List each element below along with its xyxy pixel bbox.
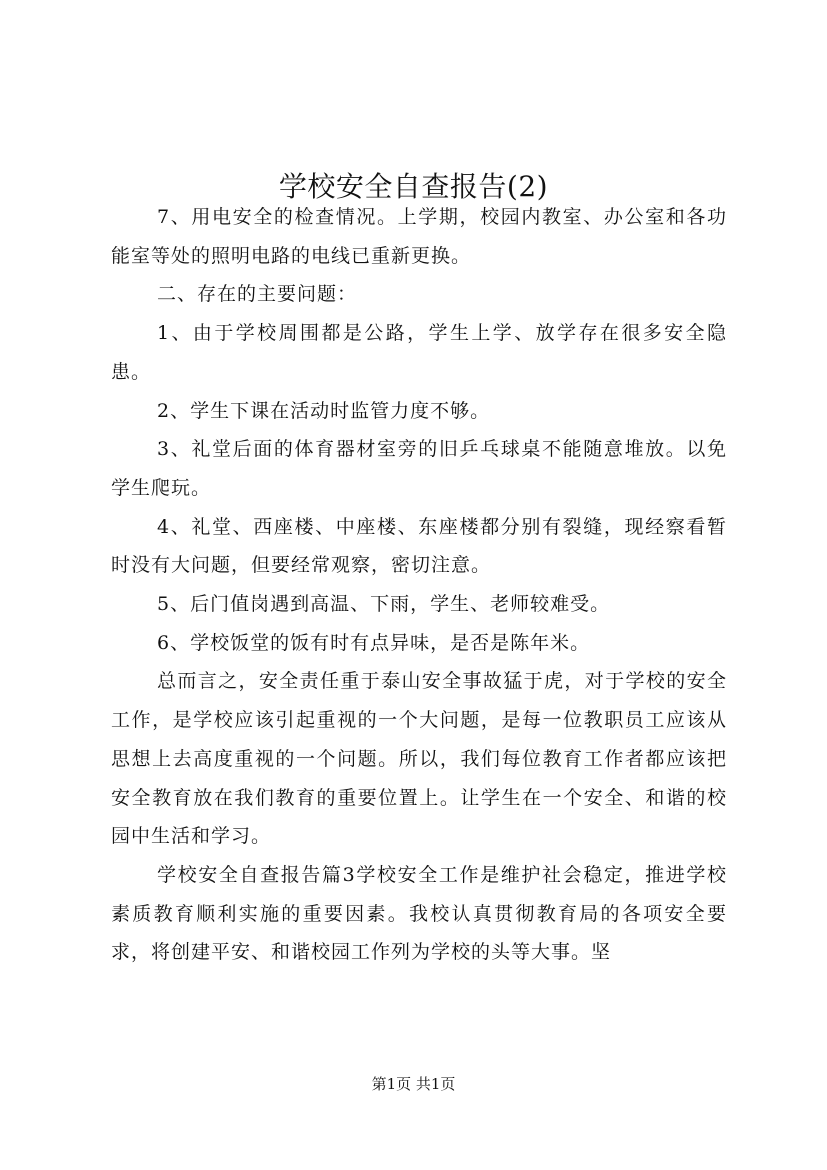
paragraph-issue-1: 1、由于学校周围都是公路，学生上学、放学存在很多安全隐患。 [111, 322, 727, 383]
paragraph-issue-6: 6、学校饭堂的饭有时有点异味，是否是陈年米。 [157, 631, 591, 654]
paragraph-issue-5: 5、后门值岗遇到高温、下雨，学生、老师较难受。 [157, 593, 611, 616]
page-title: 学校安全自查报告(2) [278, 169, 549, 203]
paragraph-summary: 总而言之，安全责任重于泰山安全事故猛于虎，对于学校的安全工作，是学校应该引起重视的一个大问题，是每一位教职员工应该从思想上去高度重视的一个问题。所以，我们每位教育工作者都应该把安全教育放在我们教育的重要位置上。让学生在一个安全、和谐的校园中生活和学习。 [111, 670, 727, 848]
paragraph-report-3: 学校安全自查报告篇3学校安全工作是维护社会稳定，推进学校素质教育顺利实施的重要因素。我校认真贯彻教育局的各项安全要求，将创建平安、和谐校园工作列为学校的头等大事。坚 [111, 863, 727, 964]
paragraph-section-heading: 二、存在的主要问题： [157, 283, 358, 306]
paragraph-electric-safety: 7、用电安全的检查情况。上学期，校园内教室、办公室和各功能室等处的照明电路的电线已重新更换。 [111, 206, 727, 267]
document-body [111, 198, 727, 972]
paragraph-issue-2: 2、学生下课在活动时监管力度不够。 [157, 399, 491, 422]
paragraph-issue-4: 4、礼堂、西座楼、中座楼、东座楼都分别有裂缝，现经察看暂时没有大问题，但要经常观察，密切注意。 [111, 515, 727, 577]
paragraph-issue-3: 3、礼堂后面的体育器材室旁的旧乒乓球桌不能随意堆放。以免学生爬玩。 [111, 438, 727, 499]
page-footer: 第1页 共1页 [371, 1075, 456, 1093]
